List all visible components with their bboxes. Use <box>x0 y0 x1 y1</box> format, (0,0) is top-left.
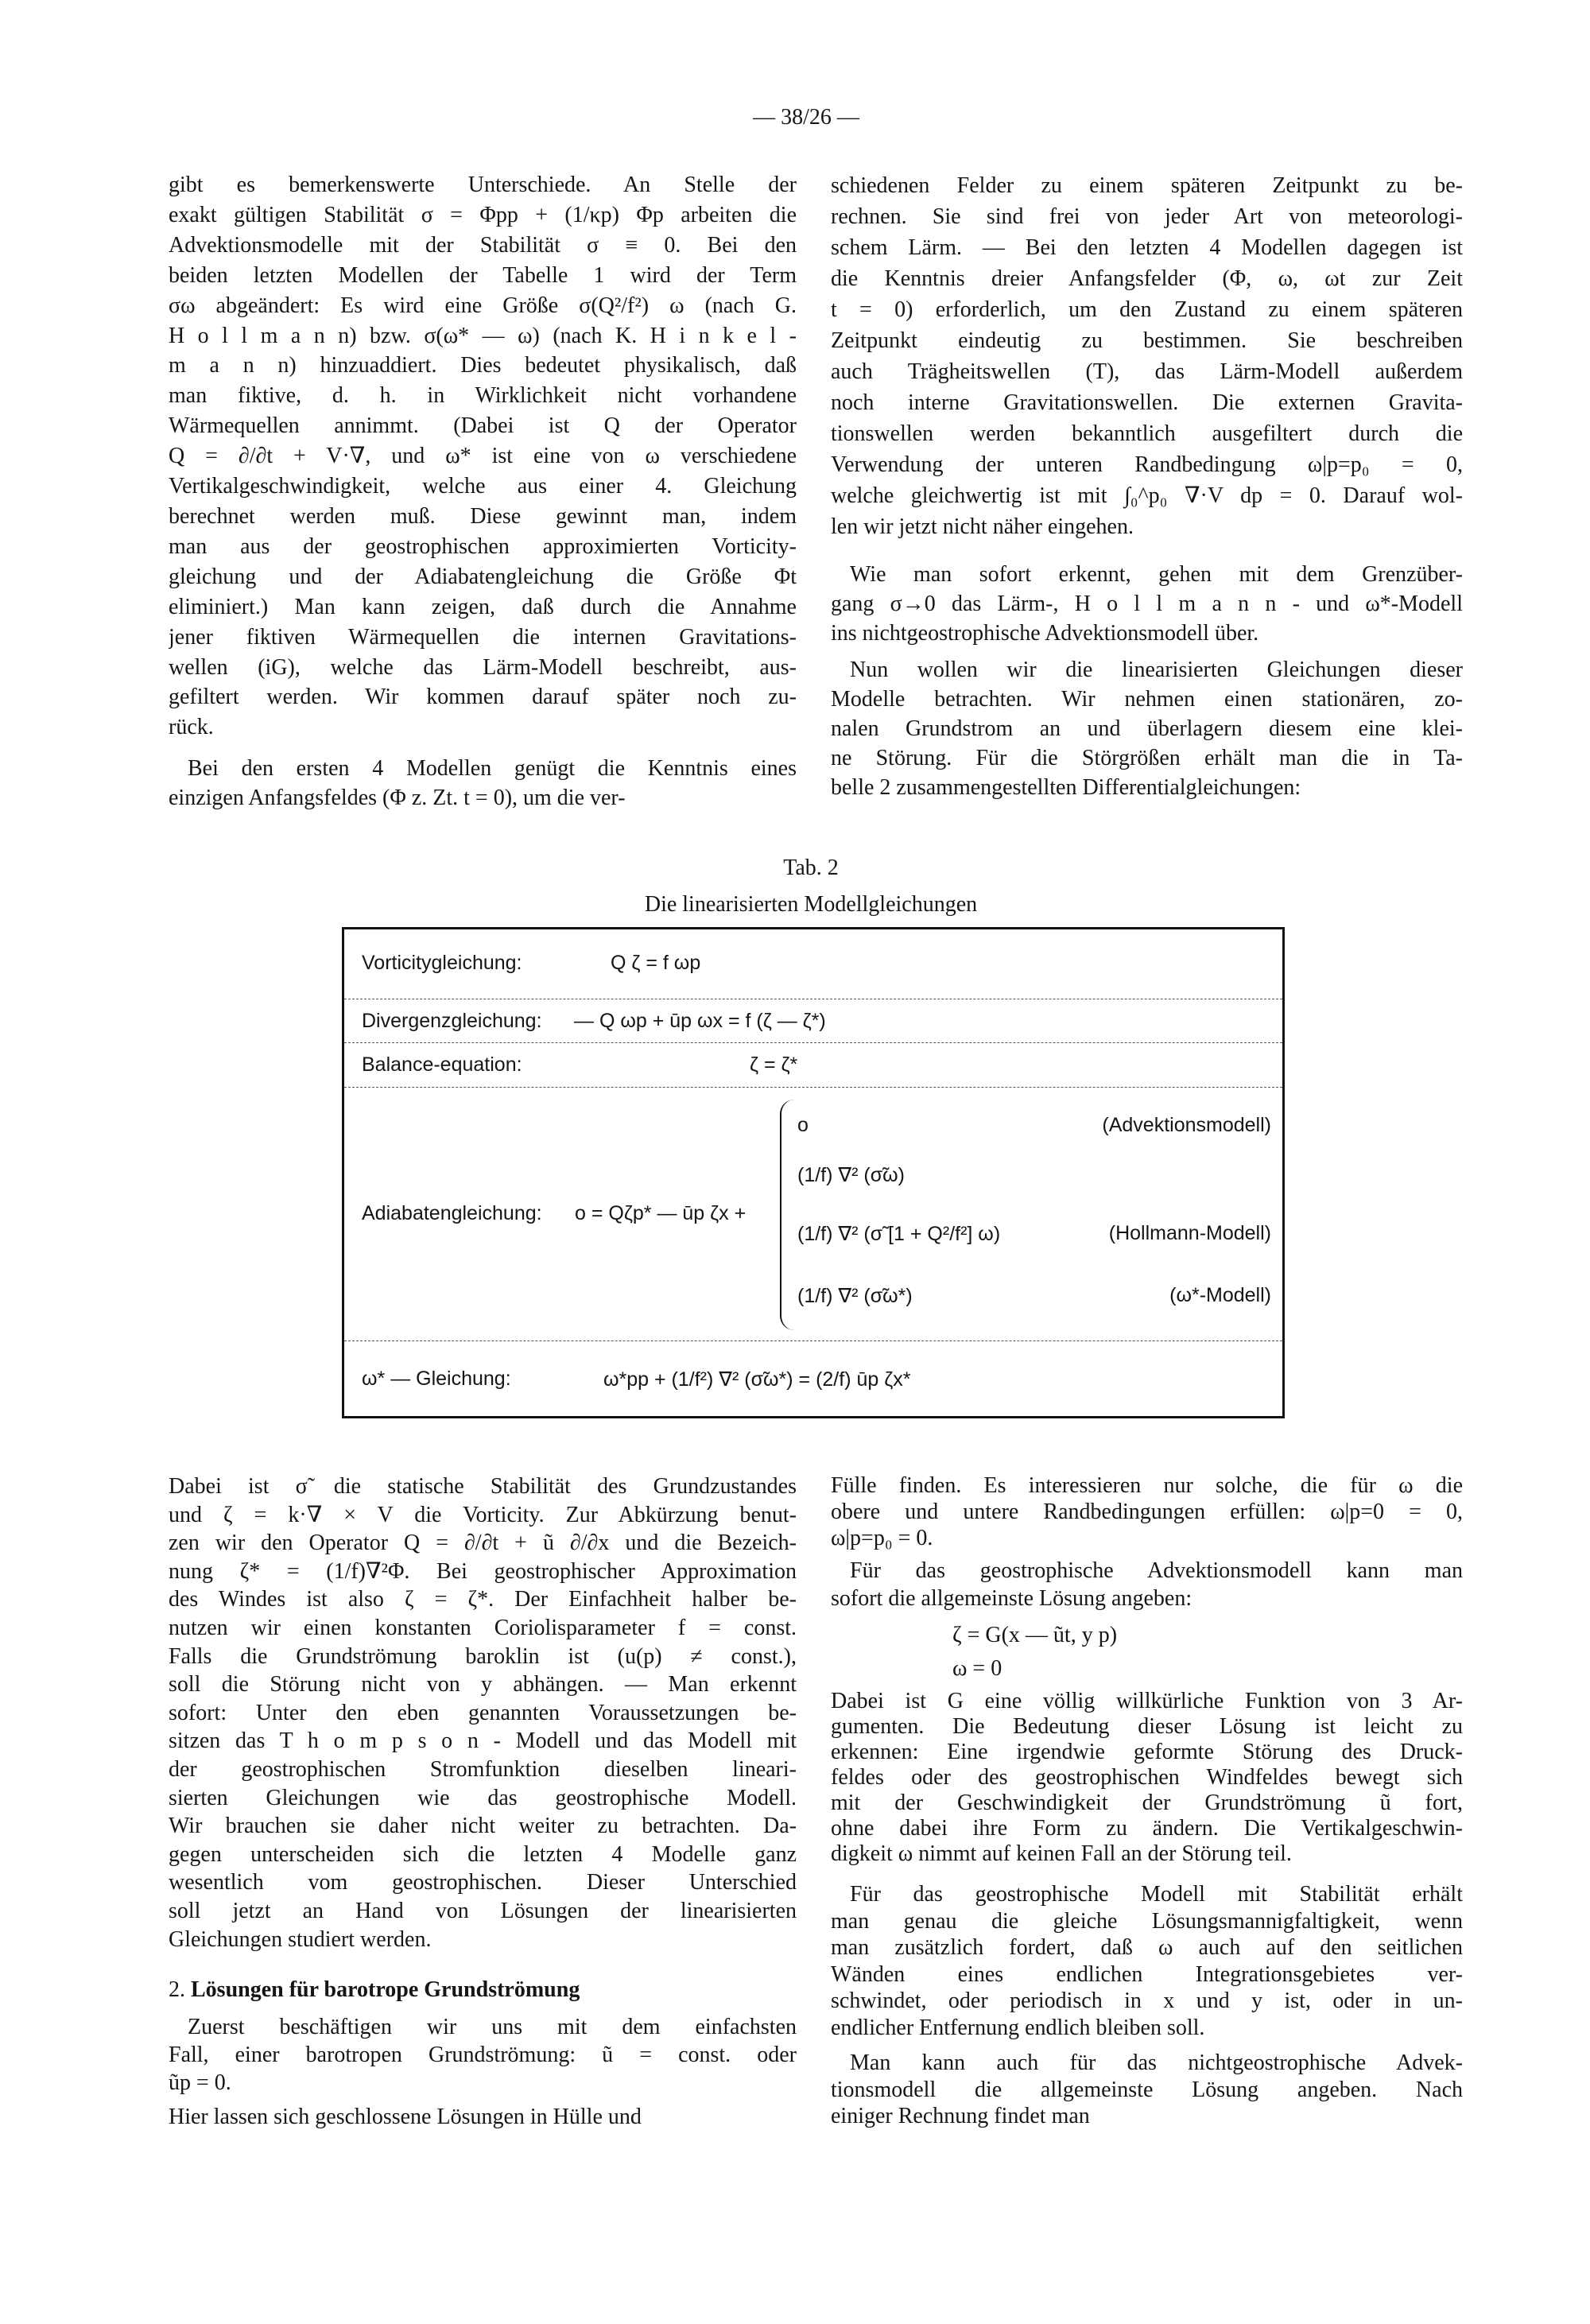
text-line: ũp = 0. <box>169 2070 231 2095</box>
text-line: soll jetzt an Hand von Lösungen der linearisierten <box>169 1898 797 1923</box>
text-line: man fiktive, d. h. in Wirklichkeit nicht vorhandene <box>169 383 797 409</box>
text-line: tionswellen werden bekanntlich ausgefiltert durch die <box>831 421 1463 446</box>
text-line: rechnen. Sie sind frei von jeder Art von meteorologi- <box>831 204 1463 229</box>
text-line: noch interne Gravitationswellen. Die externen Gravita- <box>831 390 1463 415</box>
text-line: ne Störung. Für die Störgrößen erhält man die in Ta- <box>831 746 1463 770</box>
text-line: endlicher Entfernung endlich bleiben soll. <box>831 2015 1205 2040</box>
row-equation: — Q ωp + ūp ωx = f (ζ — ζ*) <box>574 1010 826 1032</box>
section-number: 2. <box>169 1977 185 2002</box>
paragraph <box>831 1557 1463 1612</box>
text-line: nung ζ* = (1/f)∇²Φ. Bei geostrophischer Approximation <box>169 1558 797 1584</box>
table-caption: Tab. 2 <box>783 855 839 880</box>
text-line: Wänden eines endlichen Integrationsgebietes ver- <box>831 1961 1463 1987</box>
text-line: sofort die allgemeinste Lösung angeben: <box>831 1586 1192 1611</box>
text-line: Q = ∂/∂t + V·∇, und ω* ist eine von ω verschiedene <box>169 444 797 469</box>
row-equation: ω*pp + (1/f²) ∇² (σ̃ω*) = (2/f) ūp ζx* <box>603 1368 911 1391</box>
row-label: Balance-equation: <box>362 1053 522 1076</box>
text-line: Man kann auch für das nichtgeostrophische Advek- <box>850 2050 1463 2075</box>
text-line: Hier lassen sich geschlossene Lösungen in Hülle und <box>169 2105 642 2129</box>
text-line: mit der Geschwindigkeit der Grundströmung ũ fort, <box>831 1791 1463 1815</box>
formula <box>952 1619 1117 1686</box>
text-line: gefiltert werden. Wir kommen darauf später noch zu- <box>169 685 797 710</box>
text-line: jener fiktiven Wärmequellen die internen Gravitations- <box>169 624 797 650</box>
text-line: belle 2 zusammengestellten Differentialgleichungen: <box>831 775 1301 800</box>
table-row <box>344 1042 1282 1088</box>
text-line: einiger Rechnung findet man <box>831 2104 1090 2128</box>
text-line: H o l l m a n n) bzw. σ(ω* — ω) (nach K. H i n k e l - <box>169 323 797 348</box>
text-line: Nun wollen wir die linearisierten Gleichungen dieser <box>850 658 1463 682</box>
text-line: man zusätzlich fordert, daß ω auch auf den seitlichen <box>831 1935 1463 1960</box>
paragraph <box>831 560 1463 648</box>
paragraph <box>831 1881 1463 2041</box>
paragraph <box>831 655 1463 802</box>
paragraph <box>831 2050 1463 2130</box>
text-line: Vertikalgeschwindigkeit, welche aus einer 4. Gleichung <box>169 474 797 499</box>
paragraph <box>169 2103 797 2131</box>
text-line: Dabei ist G eine völlig willkürliche Funktion von 3 Ar- <box>831 1689 1463 1713</box>
text-line: soll die Störung nicht von y abhängen. — Man erkennt <box>169 1672 797 1697</box>
row-equation: o = Qζp* — ūp ζx + <box>575 1202 747 1224</box>
text-line: eliminiert.) Man kann zeigen, daß durch die Annahme <box>169 594 797 619</box>
section-title: Lösungen für barotrope Grundströmung <box>191 1977 580 2002</box>
text-line: Für das geostrophische Advektionsmodell kann man <box>850 1558 1463 1583</box>
row-label: Divergenzgleichung: <box>362 1010 542 1032</box>
table-row <box>344 1340 1282 1416</box>
text-line: Zeitpunkt eindeutig zu bestimmen. Sie beschreiben <box>831 328 1463 353</box>
text-line: gegen unterscheiden sich die letzten 4 Modelle ganz <box>169 1841 797 1867</box>
text-line: rück. <box>169 715 214 740</box>
table-row <box>344 929 1282 999</box>
text-line: obere und untere Randbedingungen erfüllen: ω|p=0 = 0, <box>831 1500 1463 1524</box>
text-line: feldes oder des geostrophischen Windfeldes bewegt sich <box>831 1765 1463 1790</box>
paragraph <box>169 170 797 743</box>
text-line: schiedenen Felder zu einem späteren Zeitpunkt zu be- <box>831 173 1463 198</box>
text-line: tionsmodell die allgemeinste Lösung angeben. Nach <box>831 2077 1463 2102</box>
case-model: (ω*-Modell) <box>1169 1284 1271 1306</box>
text-line: σω abgeändert: Es wird eine Größe σ(Q²/f²) ω (nach G. <box>169 293 797 318</box>
paragraph <box>831 1472 1463 1551</box>
text-line: Fall, einer barotropen Grundströmung: ũ = const. oder <box>169 2043 797 2067</box>
text-line: Falls die Grundströmung baroklin ist (u(p) ≠ const.), <box>169 1643 797 1669</box>
text-line: m a n n) hinzuaddiert. Dies bedeutet physikalisch, daß <box>169 353 797 378</box>
text-line: einzigen Anfangsfeldes (Φ z. Zt. t = 0), um die ver- <box>169 786 626 810</box>
text-line: nalen Grundstrom an und überlagern diesem eine klei- <box>831 716 1463 741</box>
case-model: (Advektionsmodell) <box>1102 1114 1271 1136</box>
text-line: schwindet, oder periodisch in x und y ist, oder in un- <box>831 1988 1463 2013</box>
paragraph <box>831 1689 1463 1867</box>
text-line: Wie man sofort erkennt, gehen mit dem Grenzüber- <box>850 562 1463 587</box>
text-line: gibt es bemerkenswerte Unterschiede. An Stelle der <box>169 173 797 197</box>
text-line: Wärmequellen annimmt. (Dabei ist Q der Operator <box>169 413 797 439</box>
table-title: Die linearisierten Modellgleichungen <box>644 892 978 917</box>
brace <box>780 1100 797 1330</box>
text-line: Für das geostrophische Modell mit Stabilität erhält <box>850 1882 1463 1907</box>
text-line: len wir jetzt nicht näher eingehen. <box>831 514 1134 539</box>
text-line: Verwendung der unteren Randbedingung ω|p=p₀ = 0, <box>831 452 1463 477</box>
text-line: Gleichungen studiert werden. <box>169 1926 432 1952</box>
text-line: gleichung und der Adiabatengleichung die Größe Φt <box>169 564 797 589</box>
text-line: die Kenntnis dreier Anfangsfelder (Φ, ω, ωt zur Zeit <box>831 266 1463 291</box>
text-line: wellen (iG), welche das Lärm-Modell beschreibt, aus- <box>169 654 797 680</box>
table-row <box>344 999 1282 1043</box>
equations-table <box>342 927 1285 1418</box>
section-heading <box>169 1977 580 2003</box>
case-model: (Hollmann-Modell) <box>1108 1222 1271 1244</box>
case-term: (1/f) ∇² (σ̃ω*) <box>797 1285 913 1307</box>
row-label: Adiabatengleichung: <box>362 1202 542 1224</box>
page-number: — 38/26 — <box>753 105 859 130</box>
text-line: sitzen das T h o m p s o n - Modell und das Modell mit <box>169 1728 797 1754</box>
text-line: des Windes ist also ζ = ζ*. Der Einfachheit halber be- <box>169 1587 797 1612</box>
text-line: exakt gültigen Stabilität σ = Φpp + (1/κp) Φp arbeiten die <box>169 202 797 227</box>
text-line: und ζ = k·∇ × V die Vorticity. Zur Abkürzung benut- <box>169 1502 797 1527</box>
text-line: nutzen wir einen konstanten Coriolisparameter f = const. <box>169 1615 797 1640</box>
paragraph <box>169 2013 797 2097</box>
text-line: Zuerst beschäftigen wir uns mit dem einfachsten <box>188 2015 797 2039</box>
text-line: digkeit ω nimmt auf keinen Fall an der Störung teil. <box>831 1841 1292 1866</box>
case-term: (1/f) ∇² (σ̃ [1 + Q²/f²] ω) <box>797 1223 1001 1245</box>
formula-line: ω = 0 <box>952 1656 1002 1681</box>
paragraph <box>169 1472 797 1953</box>
text-line: ins nichtgeostrophische Advektionsmodell über. <box>831 621 1259 646</box>
text-line: auch Trägheitswellen (T), das Lärm-Modell außerdem <box>831 359 1463 384</box>
text-line: Fülle finden. Es interessieren nur solche, die für ω die <box>831 1473 1463 1498</box>
text-line: der geostrophischen Stromfunktion dieselben lineari- <box>169 1756 797 1782</box>
text-line: Dabei ist σ̃ die statische Stabilität des Grundzustandes <box>169 1474 797 1499</box>
case-term: o <box>797 1114 809 1136</box>
text-line: sofort: Unter den eben genannten Voraussetzungen be- <box>169 1700 797 1725</box>
text-line: man genau die gleiche Lösungsmannigfaltigkeit, wenn <box>831 1908 1463 1934</box>
text-line: Wir brauchen sie daher nicht weiter zu betrachten. Da- <box>169 1814 797 1839</box>
text-line: gumenten. Die Bedeutung dieser Lösung ist leicht zu <box>831 1714 1463 1739</box>
text-line: berechnet werden muß. Diese gewinnt man, indem <box>169 503 797 529</box>
text-line: wesentlich vom geostrophischen. Dieser Unterschied <box>169 1870 797 1895</box>
paragraph <box>831 170 1463 542</box>
table-row <box>344 1087 1282 1341</box>
text-line: schem Lärm. — Bei den letzten 4 Modellen dagegen ist <box>831 235 1463 260</box>
text-line: erkennen: Eine irgendwie geformte Störung des Druck- <box>831 1740 1463 1764</box>
text-line: Advektionsmodelle mit der Stabilität σ ≡ 0. Bei den <box>169 232 797 258</box>
text-line: Bei den ersten 4 Modellen genügt die Kenntnis eines <box>188 756 797 781</box>
text-line: zen wir den Operator Q = ∂/∂t + ũ ∂/∂x und die Bezeich- <box>169 1531 797 1556</box>
text-line: Modelle betrachten. Wir nehmen einen stationären, zo- <box>831 687 1463 712</box>
row-label: ω* — Gleichung: <box>362 1368 511 1390</box>
row-label: Vorticitygleichung: <box>362 952 522 974</box>
text-line: t = 0) erforderlich, um den Zustand zu einem späteren <box>831 297 1463 322</box>
row-equation: ζ = ζ* <box>750 1053 798 1076</box>
text-line: beiden letzten Modellen der Tabelle 1 wird der Term <box>169 262 797 288</box>
paragraph <box>169 754 797 813</box>
text-line: gang σ→0 das Lärm-, H o l l m a n n - und ω*-Modell <box>831 592 1463 616</box>
formula-line: ζ = G(x — ũt, y p) <box>952 1623 1118 1647</box>
text-line: ω|p=p₀ = 0. <box>831 1526 933 1550</box>
text-line: ohne dabei ihre Form zu ändern. Die Vertikalgeschwin- <box>831 1816 1463 1841</box>
case-term: (1/f) ∇² (σ̃ω) <box>797 1164 905 1186</box>
text-line: welche gleichwertig ist mit ∫₀^p₀ ∇·V dp = 0. Darauf wol- <box>831 483 1463 508</box>
row-equation: Q ζ = f ωp <box>611 952 701 974</box>
text-line: sierten Gleichungen wie das geostrophische Modell. <box>169 1785 797 1810</box>
text-line: man aus der geostrophischen approximierten Vorticity- <box>169 533 797 559</box>
